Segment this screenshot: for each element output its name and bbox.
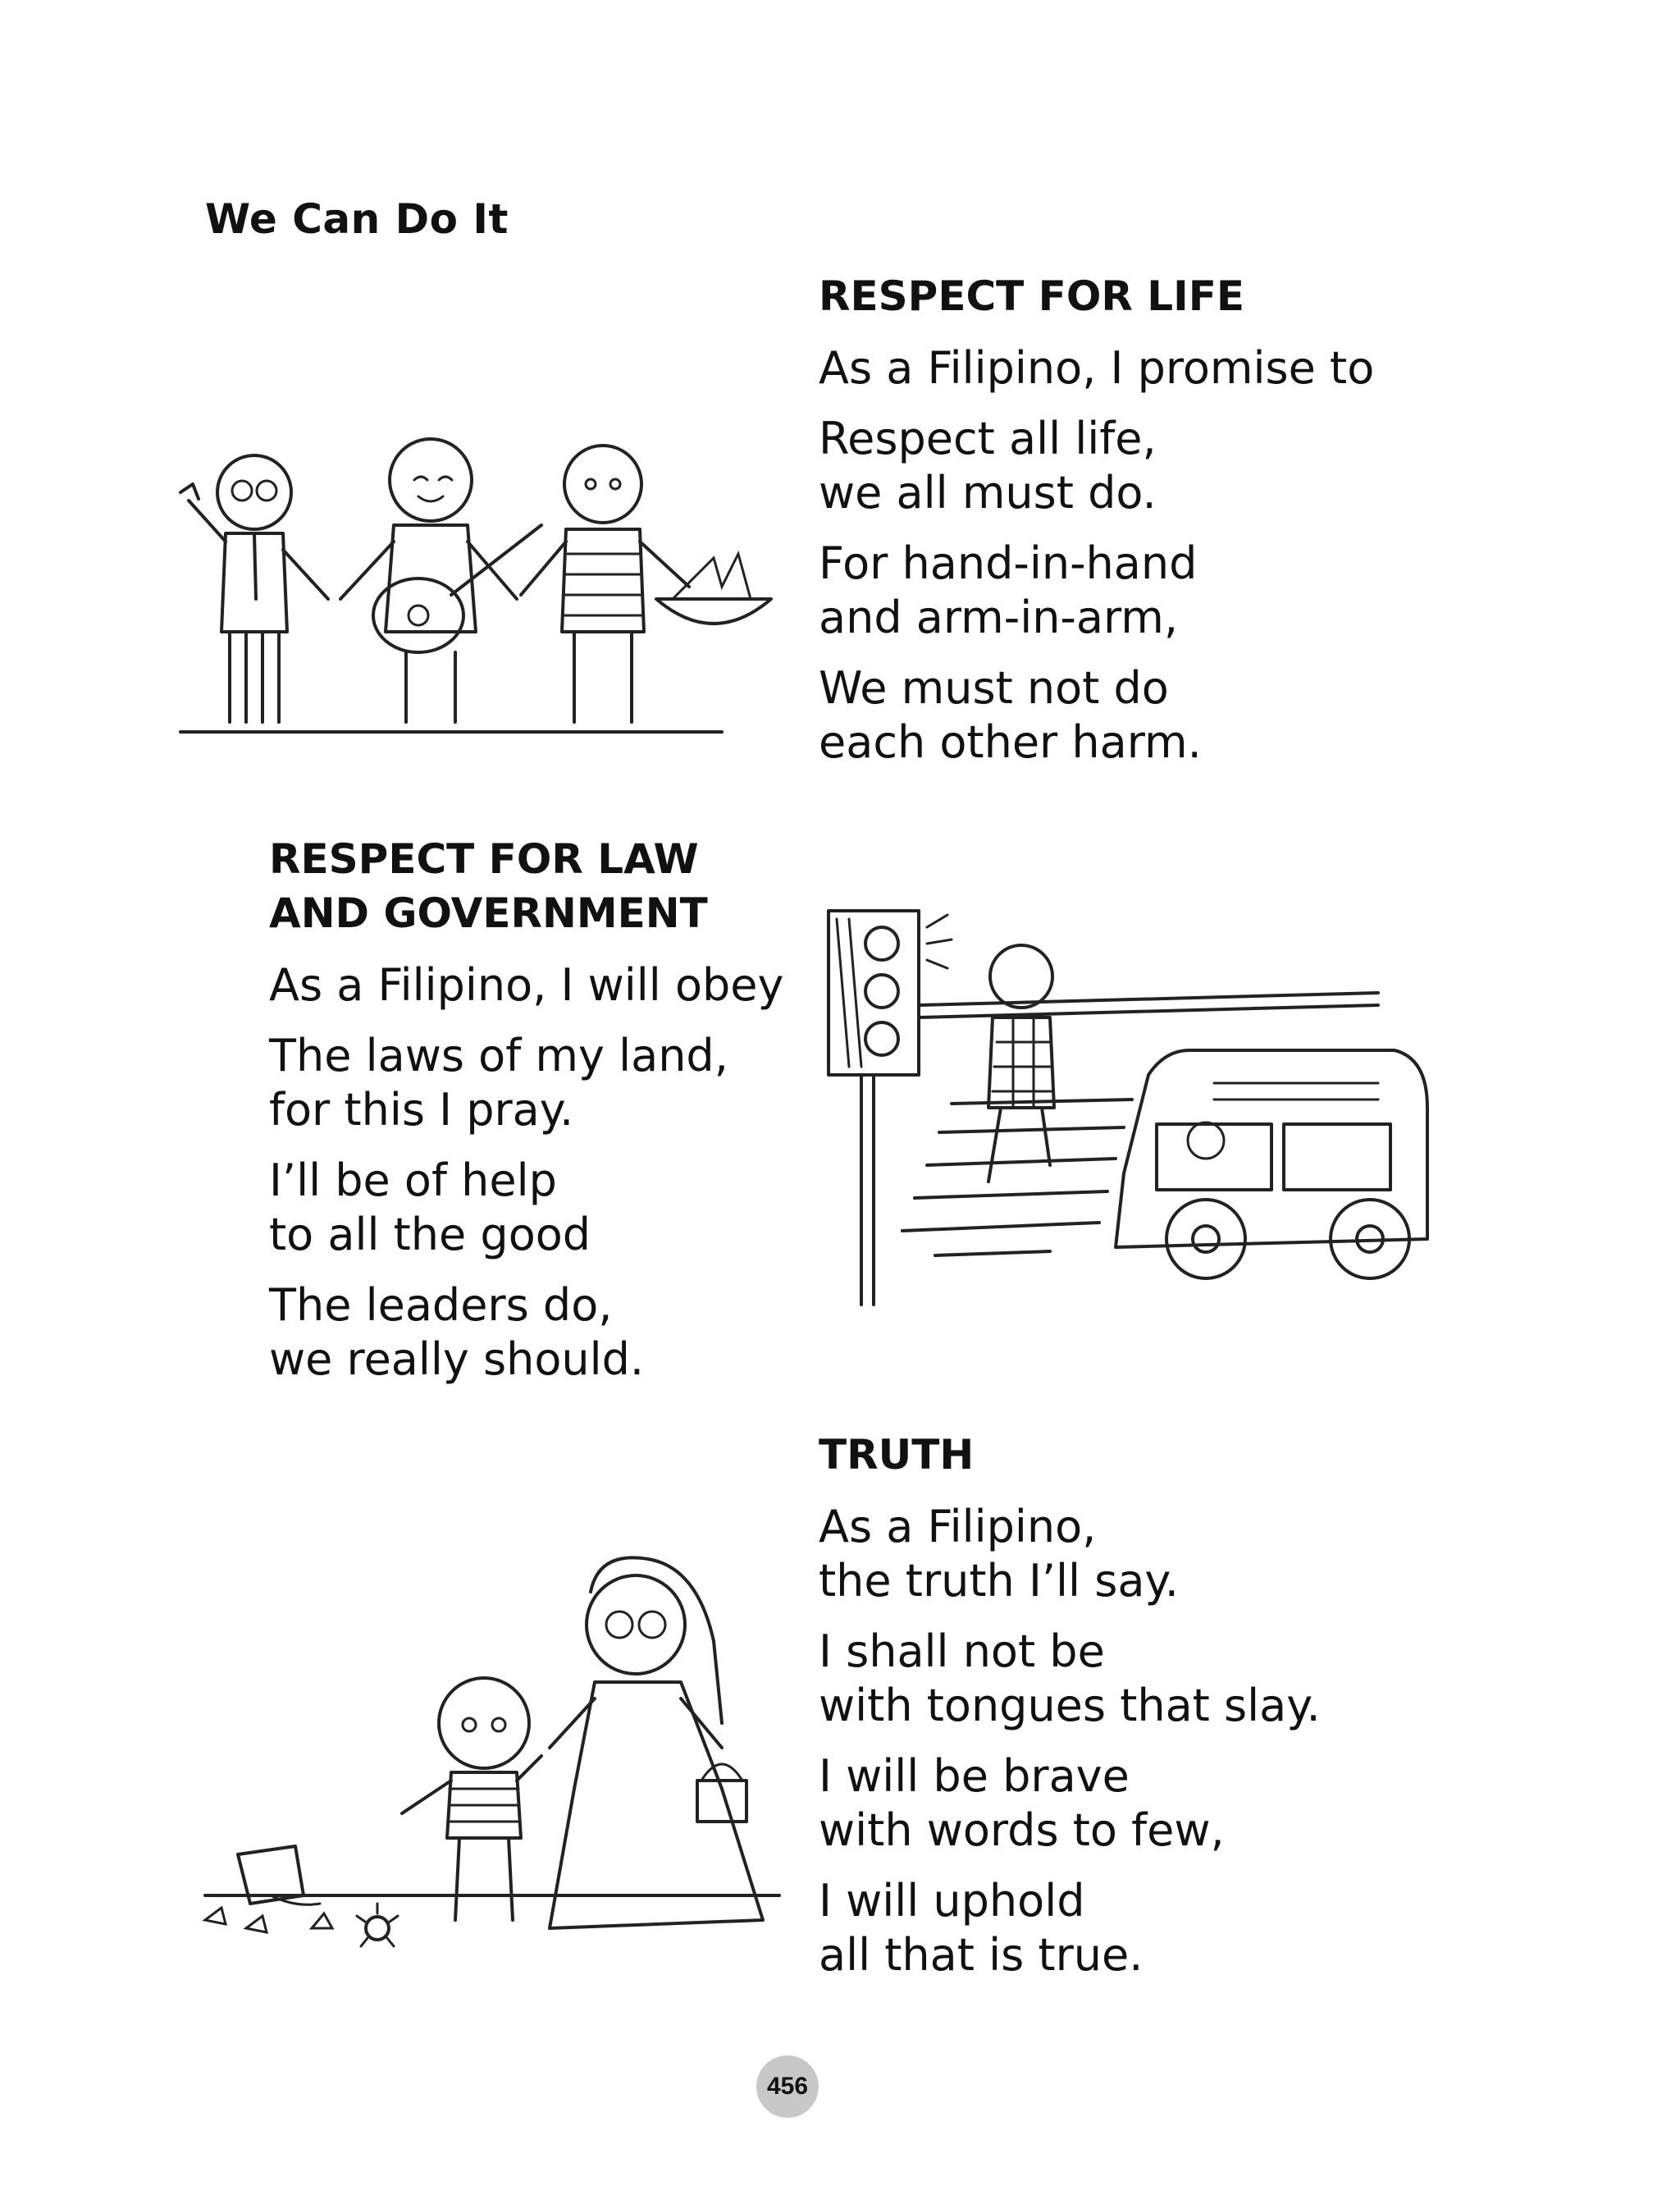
verse-line: I’ll be of help: [269, 1154, 557, 1206]
heading-line: RESPECT FOR LAW: [269, 835, 699, 883]
section-heading: [819, 1428, 1321, 1482]
heading-line: RESPECT FOR LIFE: [819, 272, 1245, 320]
section-heading: [819, 269, 1374, 323]
verse-line: the truth I’ll say.: [819, 1555, 1179, 1607]
verse-line: for this I pray.: [269, 1084, 574, 1136]
truth-section: [819, 1428, 1321, 1999]
broken-flowerpot-illustration: [189, 1543, 796, 1969]
verse-line: The leaders do,: [269, 1279, 613, 1331]
stanza: [819, 1749, 1321, 1858]
verse-line: I will uphold: [819, 1875, 1085, 1927]
heading-line: AND GOVERNMENT: [269, 889, 708, 937]
stanza: [269, 1278, 783, 1387]
children-holding-hands-illustration: [148, 410, 788, 771]
stanza: [819, 412, 1374, 520]
verse-line: and arm-in-arm,: [819, 592, 1179, 643]
verse-line: all that is true.: [819, 1929, 1144, 1981]
verse-line: The laws of my land,: [269, 1030, 728, 1081]
verse-line: with tongues that slay.: [819, 1680, 1321, 1731]
verse-line: I will be brave: [819, 1750, 1130, 1802]
verse-line: with words to few,: [819, 1804, 1225, 1856]
page-title: We Can Do It: [205, 195, 509, 243]
verse-line: For hand-in-hand: [819, 537, 1198, 589]
stanza: [819, 1874, 1321, 1982]
verse-line: As a Filipino, I will obey: [269, 959, 784, 1011]
verse-line: we all must do.: [819, 467, 1157, 519]
respect-for-life-section: [819, 269, 1374, 786]
stanza: [819, 661, 1374, 770]
verse-line: we really should.: [269, 1333, 645, 1385]
stanza: [819, 1625, 1321, 1733]
verse-line: each other harm.: [819, 716, 1202, 768]
stanza: [819, 537, 1374, 645]
section-heading: [269, 832, 783, 940]
stanza: [819, 1500, 1321, 1608]
heading-line: TRUTH: [819, 1431, 975, 1479]
stanza: [269, 958, 783, 1013]
stanza: [269, 1154, 783, 1262]
pedestrian-crossing-illustration: [804, 894, 1444, 1321]
respect-for-law-section: [269, 832, 783, 1403]
page-number: 456: [756, 2055, 819, 2118]
verse-line: to all the good: [269, 1209, 591, 1260]
verse-line: As a Filipino,: [819, 1501, 1097, 1552]
verse-line: Respect all life,: [819, 413, 1157, 464]
verse-line: We must not do: [819, 662, 1169, 714]
verse-line: As a Filipino, I promise to: [819, 342, 1375, 394]
stanza: [269, 1029, 783, 1137]
verse-line: I shall not be: [819, 1625, 1105, 1677]
stanza: [819, 341, 1374, 395]
